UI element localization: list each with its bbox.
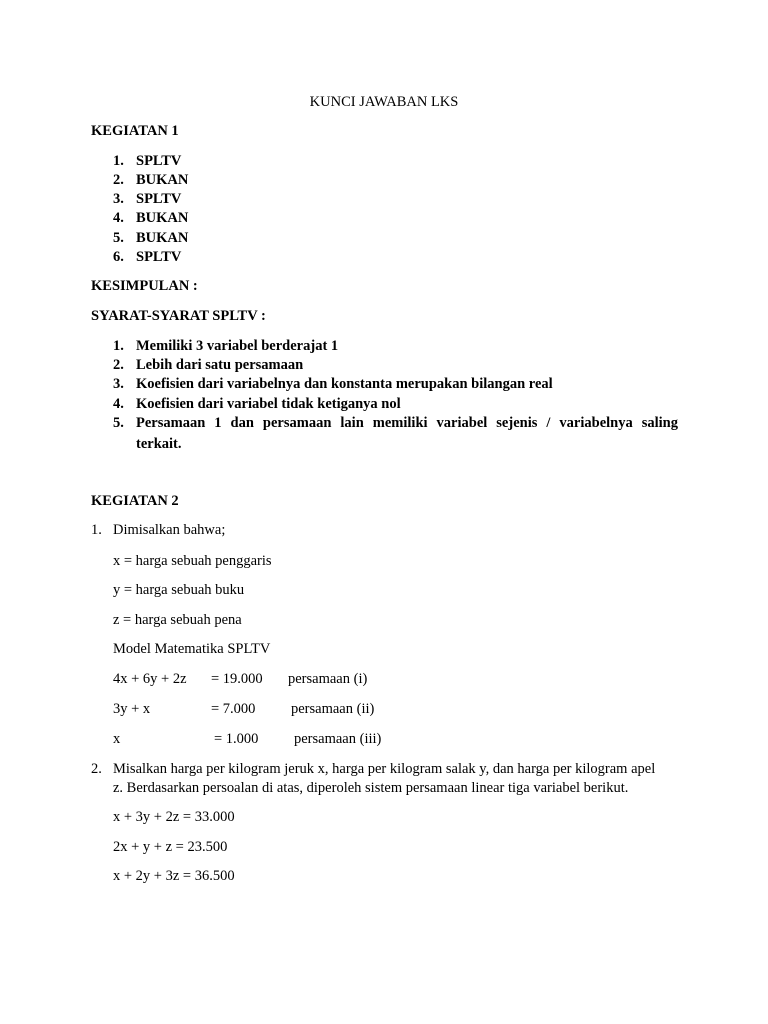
system-equation: x + 3y + 2z = 33.000 [113, 809, 235, 825]
list-number: 1. [113, 153, 124, 169]
list-text: Lebih dari satu persamaan [136, 357, 304, 373]
equation-label: persamaan (ii) [291, 701, 375, 717]
equation-rhs: = 1.000 [214, 731, 259, 747]
equation-lhs: 4x + 6y + 2z [113, 671, 187, 687]
list-text: BUKAN [136, 230, 189, 246]
list-text-line1: Persamaan 1 dan persamaan lain memiliki variabel sejenis / variabelnya saling [136, 415, 678, 431]
list-number: 1. [113, 338, 124, 354]
list-number: 5. [113, 230, 124, 246]
definition-x: x = harga sebuah penggaris [113, 553, 272, 569]
kesimpulan-heading: KESIMPULAN : [91, 278, 198, 294]
list-number: 6. [113, 249, 124, 265]
kegiatan2-heading: KEGIATAN 2 [91, 493, 179, 509]
syarat-heading: SYARAT-SYARAT SPLTV : [91, 308, 266, 324]
list-number: 2. [113, 172, 124, 188]
list-text: Koefisien dari variabel tidak ketiganya nol [136, 396, 401, 412]
definition-y: y = harga sebuah buku [113, 582, 245, 598]
list-text: BUKAN [136, 210, 189, 226]
question-intro: Dimisalkan bahwa; [113, 522, 226, 538]
question-number: 1. [91, 522, 102, 538]
kegiatan1-heading: KEGIATAN 1 [91, 123, 179, 139]
list-number: 2. [113, 357, 124, 373]
list-text: Memiliki 3 variabel berderajat 1 [136, 338, 339, 354]
equation-lhs: x [113, 731, 121, 747]
system-equation: x + 2y + 3z = 36.500 [113, 868, 235, 884]
list-text: SPLTV [136, 191, 182, 207]
model-label: Model Matematika SPLTV [113, 641, 271, 657]
list-number: 4. [113, 396, 124, 412]
list-number: 3. [113, 376, 124, 392]
list-number: 4. [113, 210, 124, 226]
question-text-line2: z. Berdasarkan persoalan di atas, diperoleh sistem persamaan linear tiga variabel berikut. [113, 780, 629, 796]
question-text-line1: Misalkan harga per kilogram jeruk x, harga per kilogram salak y, dan harga per kilogram apel [113, 761, 656, 777]
equation-label: persamaan (iii) [294, 731, 382, 747]
equation-rhs: = 7.000 [211, 701, 256, 717]
equation-label: persamaan (i) [288, 671, 368, 687]
list-text: SPLTV [136, 249, 182, 265]
equation-lhs: 3y + x [113, 701, 151, 717]
question-number: 2. [91, 761, 102, 777]
list-text-line2: terkait. [136, 436, 182, 452]
document-title: KUNCI JAWABAN LKS [309, 94, 459, 110]
system-equation: 2x + y + z = 23.500 [113, 839, 228, 855]
list-text: BUKAN [136, 172, 189, 188]
definition-z: z = harga sebuah pena [113, 612, 242, 628]
list-number: 5. [113, 415, 124, 431]
list-number: 3. [113, 191, 124, 207]
equation-rhs: = 19.000 [211, 671, 263, 687]
list-text: SPLTV [136, 153, 182, 169]
list-text: Koefisien dari variabelnya dan konstanta merupakan bilangan real [136, 376, 553, 392]
